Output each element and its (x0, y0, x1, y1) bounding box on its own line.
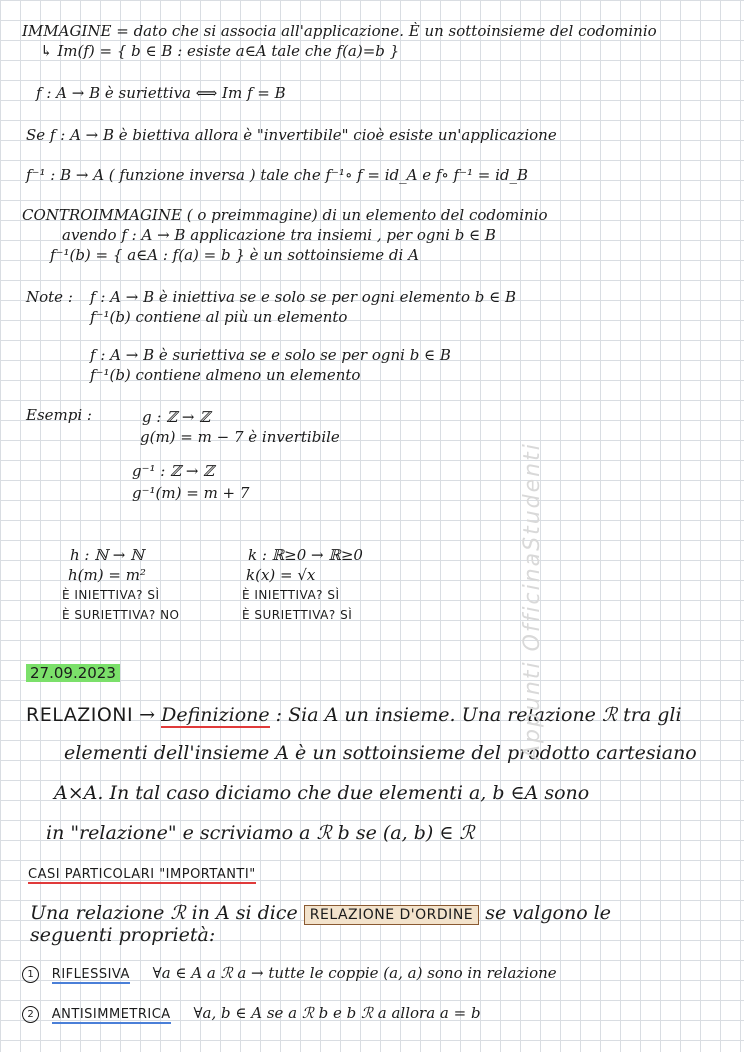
property-antisimmetrica (22, 1004, 481, 1024)
ordine-intro-pre: Una relazione ℛ in A si dice (30, 902, 298, 924)
esempi-label: Esempi : (26, 406, 92, 424)
example-g-def: g(m) = m − 7 è invertibile (140, 428, 340, 446)
inverse-function-statement: f⁻¹ : B → A ( funzione inversa ) tale che f⁻¹∘ f = id_A e f∘ f⁻¹ = id_B (26, 166, 529, 184)
suriettiva-statement: f : A → B è suriettiva ⟺ Im f = B (36, 84, 286, 102)
example-g-inverse-def: g⁻¹(m) = m + 7 (132, 484, 250, 502)
note-suriettiva: f : A → B è suriettiva se e solo se per ogni b ∈ B (90, 346, 451, 364)
example-g-map: g : ℤ → ℤ (142, 408, 211, 426)
riflessiva-label: RIFLESSIVA (51, 967, 130, 982)
example-h-def: h(m) = m² (68, 566, 146, 584)
ordine-intro-line (30, 902, 611, 926)
biettiva-statement: Se f : A → B è biettiva allora è "invertibile" cioè esiste un'applicazione (26, 126, 557, 144)
antisimmetrica-label: ANTISIMMETRICA (51, 1007, 171, 1022)
antisimmetrica-text: ∀a, b ∈ A se a ℛ b e b ℛ a allora a = b (193, 1004, 481, 1022)
example-k-def: k(x) = √x (246, 566, 316, 584)
relazione-def-line2: elementi dell'insieme A è un sottoinsieme del prodotto cartesiano (64, 742, 697, 764)
casi-particolari-heading (28, 864, 256, 884)
controimmagine-definition: CONTROIMMAGINE ( o preimmagine) di un elemento del codominio (22, 206, 548, 224)
date-highlight (26, 664, 120, 682)
example-h-map: h : ℕ → ℕ (70, 546, 144, 564)
date-text: 27.09.2023 (26, 664, 120, 682)
property-number-2: 2 (22, 1006, 39, 1023)
note-iniettiva: f : A → B è iniettiva se e solo se per ogni elemento b ∈ B (90, 288, 517, 306)
arrow-glyph: → (139, 704, 156, 726)
ordine-intro-line2: seguenti proprietà: (30, 924, 216, 946)
ordine-intro-post: se valgono le (485, 902, 611, 924)
definizione-label: Definizione (161, 704, 270, 726)
example-k-map: k : ℝ≥0 → ℝ≥0 (248, 546, 363, 564)
immagine-definition: IMMAGINE = dato che si associa all'applicazione. È un sottoinsieme del codominio (22, 22, 657, 40)
note-label: Note : (26, 288, 73, 306)
controimmagine-set: f⁻¹(b) = { a∈A : f(a) = b } è un sottoinsieme di A (50, 246, 419, 264)
example-k-iniettiva: È INIETTIVA? SÌ (242, 588, 340, 602)
note-suriettiva-detail: f⁻¹(b) contiene almeno un elemento (90, 366, 361, 384)
relazione-ordine-box: RELAZIONE D'ORDINE (304, 905, 479, 925)
relazioni-heading-line (26, 704, 682, 726)
controimmagine-context: avendo f : A → B applicazione tra insiemi , per ogni b ∈ B (62, 226, 496, 244)
immagine-set-notation: ↳ Im(f) = { b ∈ B : esiste a∈A tale che f(a)=b } (40, 42, 400, 60)
casi-particolari-text: CASI PARTICOLARI "IMPORTANTI" (28, 867, 256, 882)
example-h-iniettiva: È INIETTIVA? SÌ (62, 588, 160, 602)
example-g-inverse-map: g⁻¹ : ℤ → ℤ (132, 462, 215, 480)
example-k-suriettiva: È SURIETTIVA? SÌ (242, 608, 353, 622)
watermark-text: Appunti OfficinaStudenti (520, 442, 545, 760)
note-iniettiva-detail: f⁻¹(b) contiene al più un elemento (90, 308, 348, 326)
riflessiva-text: ∀a ∈ A a ℛ a → tutte le coppie (a, a) sono in relazione (152, 964, 557, 982)
relazione-def-line1: : Sia A un insieme. Una relazione ℛ tra gli (275, 704, 682, 726)
property-riflessiva (22, 964, 557, 984)
example-h-suriettiva: È SURIETTIVA? NO (62, 608, 180, 622)
relazione-def-line4: in "relazione" e scriviamo a ℛ b se (a, b) ∈ ℛ (46, 822, 475, 844)
relazioni-title: RELAZIONI (26, 704, 134, 726)
property-number-1: 1 (22, 966, 39, 983)
relazione-def-line3: A×A. In tal caso diciamo che due elementi a, b ∈A sono (54, 782, 590, 804)
